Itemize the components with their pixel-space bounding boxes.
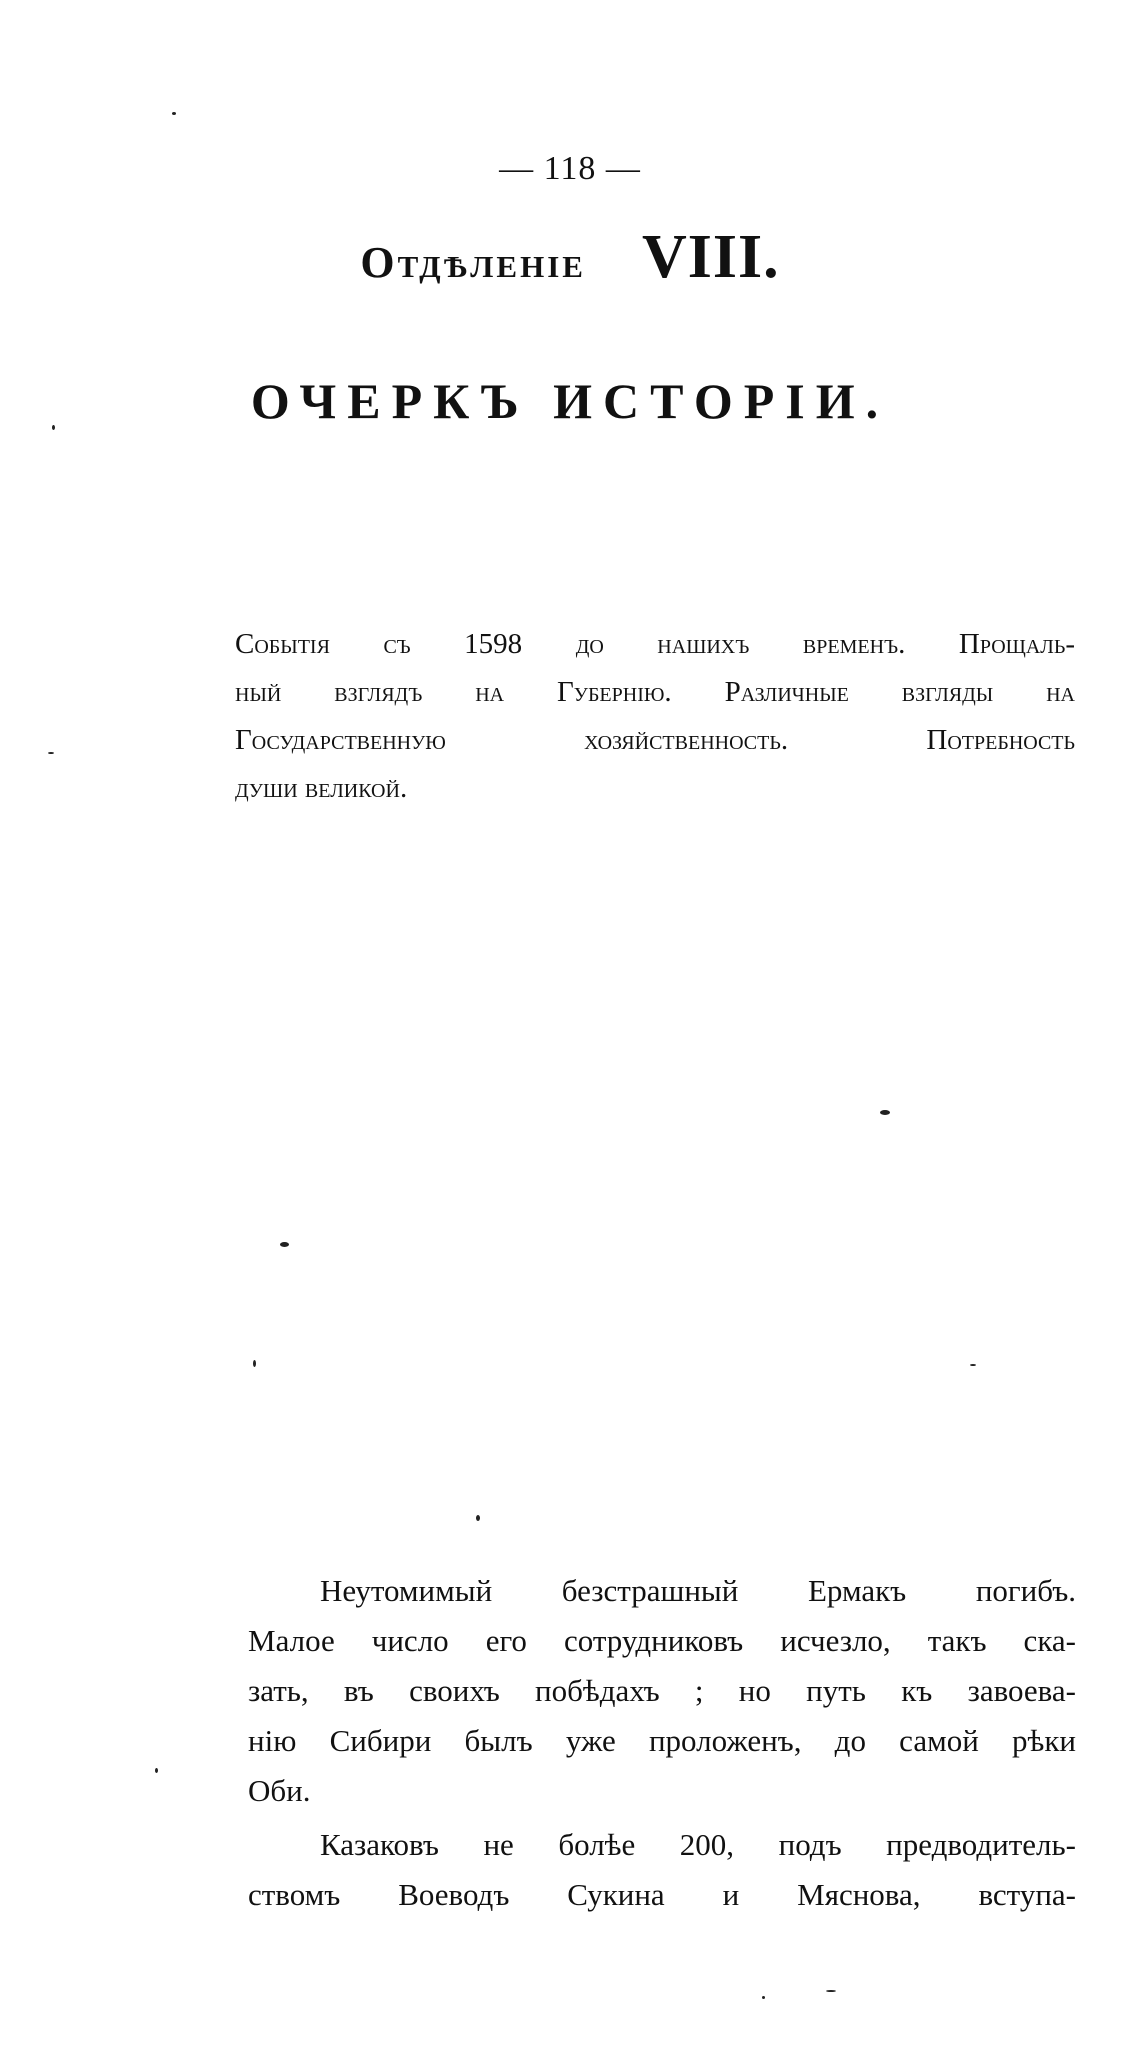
section-number: VIII. (641, 223, 780, 291)
summary-line: Государственную хозяйственность. Потребность (235, 724, 1075, 756)
body-line: зать, въ своихъ побѣдахъ ; но путь къ завоева- (248, 1673, 1076, 1708)
scan-speck (762, 1996, 765, 1999)
scan-speck (253, 1360, 256, 1367)
scan-speck (970, 1364, 976, 1366)
scan-speck (476, 1515, 480, 1521)
summary-line: ный взглядъ на Губернію. Различные взгляды на (235, 676, 1075, 708)
chapter-summary (235, 620, 1075, 812)
body-line: ствомъ Воеводъ Сукина и Мяснова, вступа- (248, 1877, 1076, 1912)
scan-speck (155, 1768, 158, 1773)
scan-speck (48, 752, 54, 754)
body-text (248, 1566, 1076, 1920)
paragraph-1 (248, 1566, 1076, 1816)
body-line: Малое число его сотрудниковъ исчезло, такъ ска- (248, 1623, 1076, 1658)
scan-speck (880, 1110, 890, 1115)
scan-speck (280, 1242, 289, 1247)
paragraph-2 (248, 1820, 1076, 1920)
section-heading (0, 222, 1140, 293)
body-line: Неутомимый безстрашный Ермакъ погибъ. (320, 1573, 1076, 1608)
body-line: Оби. (248, 1773, 311, 1808)
section-word: Отдѣленіе (360, 238, 586, 287)
summary-line: души великой. (235, 772, 408, 804)
scan-speck (52, 425, 55, 430)
scan-speck (826, 1990, 836, 1992)
body-line: Казаковъ не болѣе 200, подъ предводитель- (320, 1827, 1076, 1862)
page-number: — 118 — (499, 150, 641, 187)
summary-line: Событія съ 1598 до нашихъ временъ. Прощаль- (235, 628, 1075, 660)
scan-speck (172, 112, 176, 115)
body-line: нію Сибири былъ уже проложенъ, до самой рѣки (248, 1723, 1076, 1758)
chapter-title: ОЧЕРКЪ ИСТОРІИ. (250, 373, 890, 429)
